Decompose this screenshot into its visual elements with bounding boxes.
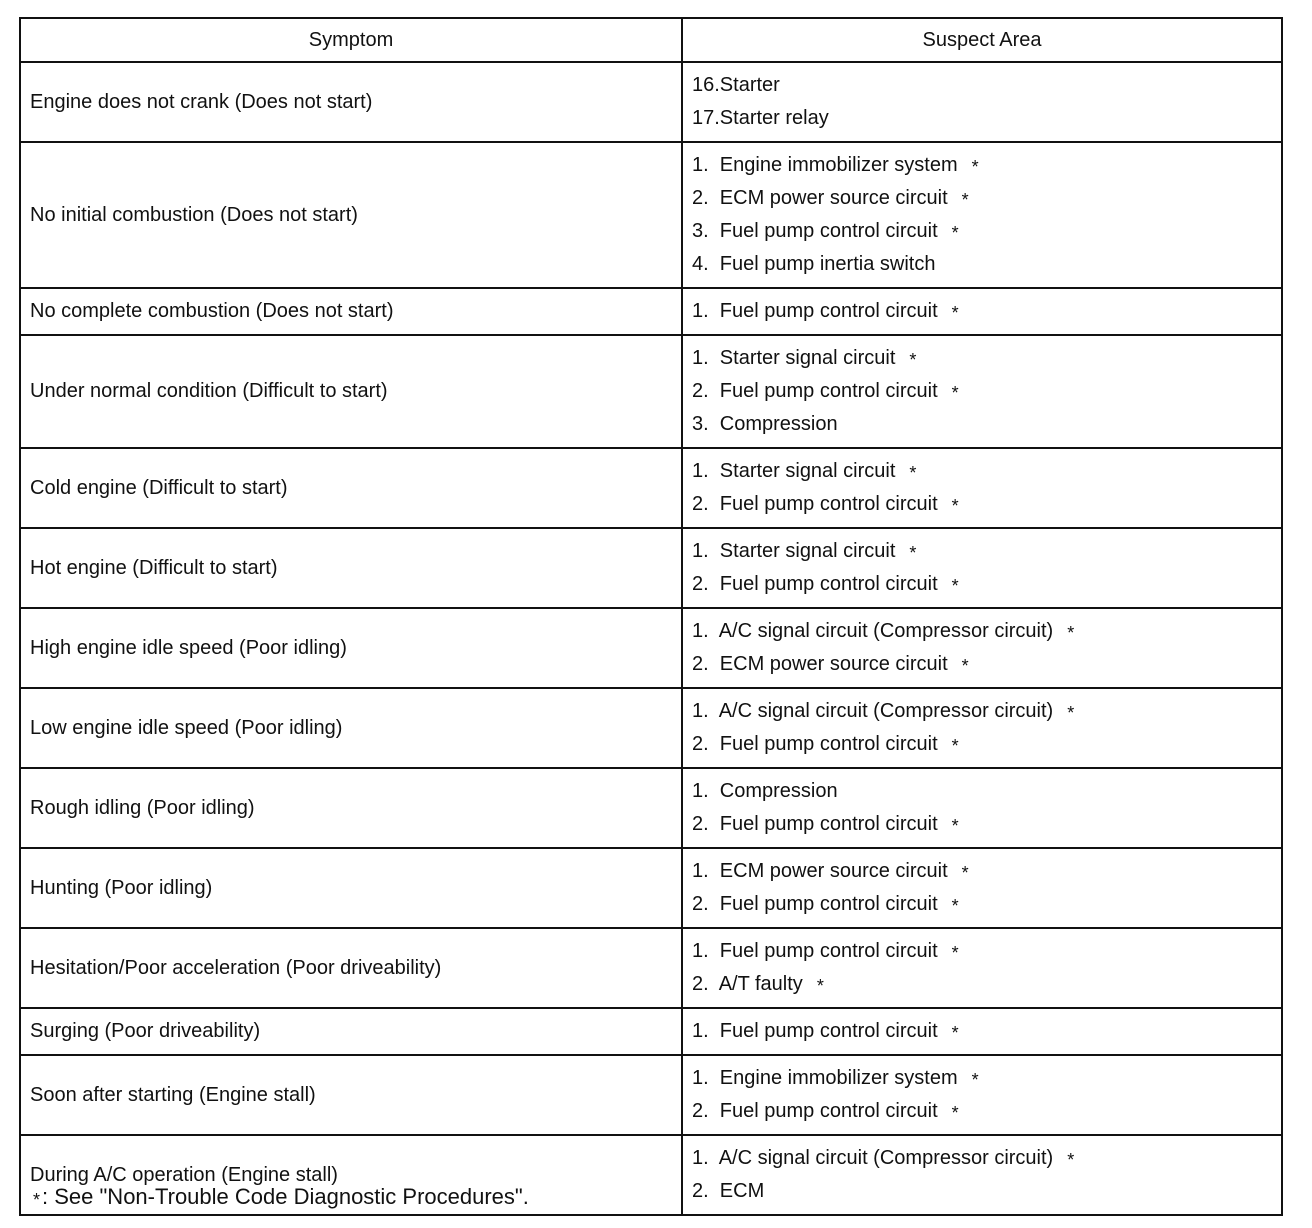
suspect-item [692,535,1281,568]
table-row [20,768,1282,848]
header-row [20,18,1282,62]
suspect-area-cell [682,608,1282,688]
asterisk-icon: * [961,863,969,883]
table-row [20,448,1282,528]
table-row [20,1008,1282,1055]
suspect-item-text: 1. ECM power source circuit [692,860,948,882]
asterisk-icon: * [951,1103,959,1123]
table-row [20,142,1282,288]
suspect-item-text: 1. A/C signal circuit (Compressor circuit) [692,1147,1054,1169]
asterisk-icon: * [909,350,917,370]
suspect-item-text: 1. Engine immobilizer system [692,1067,958,1089]
suspect-area-cell [682,928,1282,1008]
suspect-item-text: 2. Fuel pump control circuit [692,493,938,515]
suspect-item-text: 2. Fuel pump control circuit [692,733,938,755]
suspect-item-text: 1. Starter signal circuit [692,540,896,562]
symptom-cell: Hot engine (Difficult to start) [20,528,682,608]
asterisk-icon: * [951,576,959,596]
asterisk-icon: * [951,896,959,916]
asterisk-icon: * [951,1023,959,1043]
suspect-item [692,375,1281,408]
suspect-area-cell [682,62,1282,142]
suspect-item [692,935,1281,968]
suspect-item [692,455,1281,488]
table-row [20,608,1282,688]
suspect-area-cell [682,448,1282,528]
suspect-item-text: 1. Fuel pump control circuit [692,1020,938,1042]
asterisk-icon: * [951,816,959,836]
asterisk-icon: * [971,1070,979,1090]
suspect-area-cell [682,1135,1282,1215]
suspect-item-text: 1. Starter signal circuit [692,460,896,482]
table-row [20,688,1282,768]
suspect-item-text: 2. A/T faulty [692,973,803,995]
suspect-item-text: 16.Starter [692,74,780,96]
suspect-item-text: 4. Fuel pump inertia switch [692,253,936,275]
suspect-item [692,888,1281,921]
suspect-item [692,568,1281,601]
suspect-item [692,1095,1281,1128]
suspect-area-cell [682,688,1282,768]
suspect-item [692,1015,1281,1048]
suspect-item-text: 1. Fuel pump control circuit [692,940,938,962]
suspect-item [692,775,1281,808]
symptom-cell: Soon after starting (Engine stall) [20,1055,682,1135]
suspect-item-text: 1. Fuel pump control circuit [692,300,938,322]
table-row [20,1055,1282,1135]
suspect-area-header: Suspect Area [682,18,1282,62]
suspect-item [692,102,1281,135]
symptom-cell: Under normal condition (Difficult to start) [20,335,682,448]
asterisk-icon: * [951,736,959,756]
suspect-item [692,968,1281,1001]
suspect-item-text: 2. Fuel pump control circuit [692,380,938,402]
suspect-item-text: 2. ECM power source circuit [692,187,948,209]
suspect-item [692,808,1281,841]
suspect-item [692,1175,1281,1208]
suspect-area-cell [682,768,1282,848]
suspect-item [692,149,1281,182]
suspect-item [692,615,1281,648]
asterisk-icon: * [951,223,959,243]
table-row [20,928,1282,1008]
asterisk-icon: * [971,157,979,177]
suspect-item-text: 3. Fuel pump control circuit [692,220,938,242]
suspect-item-text: 1. Engine immobilizer system [692,154,958,176]
symptom-cell: Surging (Poor driveability) [20,1008,682,1055]
symptom-header: Symptom [20,18,682,62]
asterisk-icon: * [951,943,959,963]
symptom-cell: Rough idling (Poor idling) [20,768,682,848]
suspect-area-cell [682,288,1282,335]
suspect-item-text: 2. Fuel pump control circuit [692,893,938,915]
asterisk-icon: * [1067,703,1075,723]
suspect-item-text: 1. A/C signal circuit (Compressor circuit) [692,700,1054,722]
suspect-area-cell [682,1008,1282,1055]
suspect-item-text: 1. Starter signal circuit [692,347,896,369]
suspect-item-text: 2. Fuel pump control circuit [692,1100,938,1122]
suspect-item [692,1142,1281,1175]
suspect-item [692,855,1281,888]
suspect-item [692,69,1281,102]
symptom-cell: Hunting (Poor idling) [20,848,682,928]
suspect-item [692,728,1281,761]
symptom-cell: Cold engine (Difficult to start) [20,448,682,528]
symptom-cell: Engine does not crank (Does not start) [20,62,682,142]
asterisk-icon: * [816,976,824,996]
suspect-area-cell [682,528,1282,608]
suspect-item-text: 1. A/C signal circuit (Compressor circuit) [692,620,1054,642]
symptom-cell: Hesitation/Poor acceleration (Poor driveability) [20,928,682,1008]
footnote-text: : See "Non-Trouble Code Diagnostic Procedures". [42,1184,529,1209]
suspect-item-text: 2. Fuel pump control circuit [692,813,938,835]
table-body [20,62,1282,1215]
asterisk-icon: * [909,543,917,563]
asterisk-icon: * [961,656,969,676]
asterisk-icon: * [951,383,959,403]
asterisk-icon: * [1067,1150,1075,1170]
footnote [33,1184,529,1210]
symptom-cell: Low engine idle speed (Poor idling) [20,688,682,768]
suspect-item [692,488,1281,521]
table-row [20,848,1282,928]
table-row [20,62,1282,142]
asterisk-icon: * [1067,623,1075,643]
suspect-item-text: 2. ECM [692,1180,765,1202]
suspect-item [692,295,1281,328]
symptom-cell: No initial combustion (Does not start) [20,142,682,288]
suspect-item-text: 17.Starter relay [692,107,829,129]
suspect-item-text: 2. Fuel pump control circuit [692,573,938,595]
suspect-item [692,342,1281,375]
footnote-star-icon: * [33,1190,41,1210]
suspect-area-cell [682,1055,1282,1135]
suspect-area-cell [682,335,1282,448]
suspect-area-cell [682,848,1282,928]
suspect-area-cell [682,142,1282,288]
asterisk-icon: * [951,303,959,323]
symptom-cell: High engine idle speed (Poor idling) [20,608,682,688]
asterisk-icon: * [951,496,959,516]
suspect-item [692,248,1281,281]
asterisk-icon: * [961,190,969,210]
suspect-item [692,408,1281,441]
suspect-item-text: 3. Compression [692,413,838,435]
suspect-item [692,182,1281,215]
table-row [20,528,1282,608]
suspect-item [692,215,1281,248]
symptom-cell: No complete combustion (Does not start) [20,288,682,335]
suspect-item [692,695,1281,728]
suspect-item [692,1062,1281,1095]
asterisk-icon: * [909,463,917,483]
suspect-item [692,648,1281,681]
symptom-table [19,17,1283,1216]
table-row [20,335,1282,448]
suspect-item-text: 1. Compression [692,780,838,802]
suspect-item-text: 2. ECM power source circuit [692,653,948,675]
symptom-cell: During A/C operation (Engine stall) [20,1135,682,1215]
table-row [20,288,1282,335]
